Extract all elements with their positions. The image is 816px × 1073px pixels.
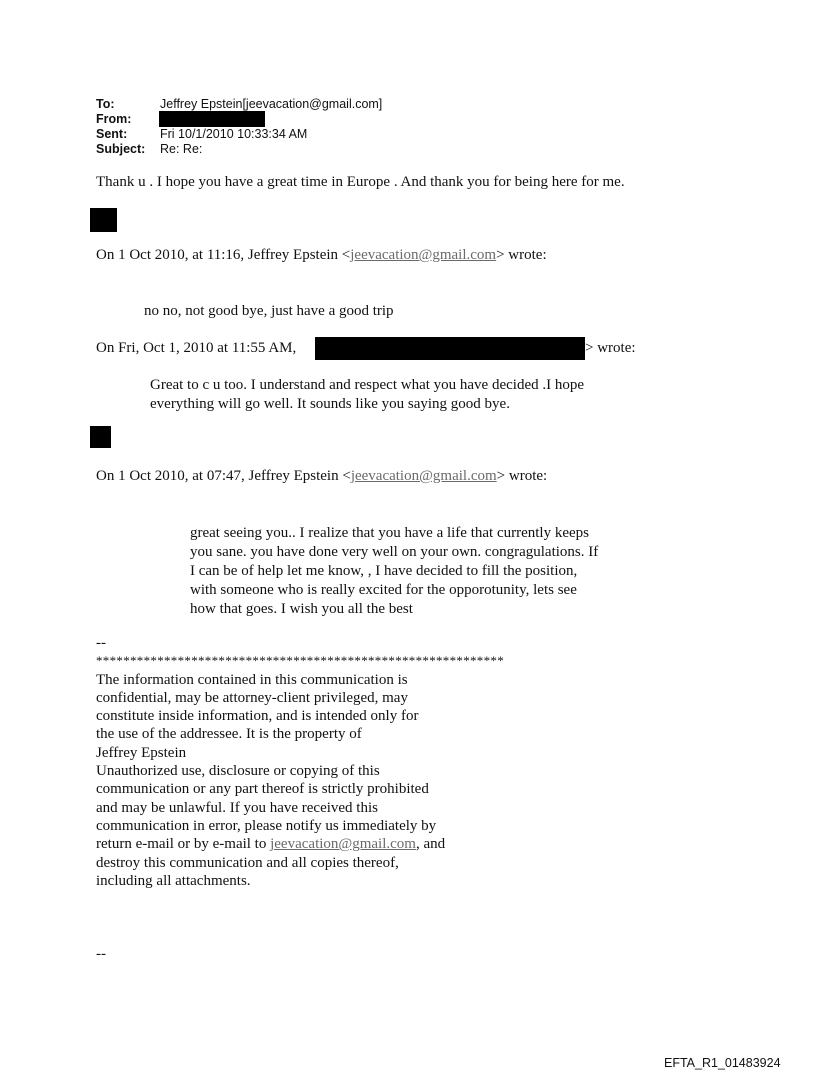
message-body: Thank u . I hope you have a great time in Europe . And thank you for being here for me.: [96, 174, 625, 190]
redaction-block: [159, 111, 265, 127]
email-link[interactable]: jeevacation@gmail.com: [350, 468, 497, 484]
text-line: I can be of help let me know, , I have decided to fill the position,: [190, 563, 578, 579]
closing-separator: --: [96, 946, 106, 962]
text-line: everything will go well. It sounds like you saying good bye.: [150, 396, 510, 412]
reply-text: no no, not good bye, just have a good trip: [144, 303, 394, 319]
subject-value: Re: Re:: [160, 142, 203, 156]
to-value: Jeffrey Epstein[jeevacation@gmail.com]: [160, 97, 383, 111]
quote-attribution: On 1 Oct 2010, at 07:47, Jeffrey Epstein <jeevacation@gmail.com> wrote:: [96, 468, 548, 484]
quote-attribution-prefix: On Fri, Oct 1, 2010 at 11:55 AM,: [96, 340, 297, 356]
signature-disclaimer: [96, 634, 504, 890]
text-line: destroy this communication and all copies thereof,: [96, 854, 399, 871]
redaction-block: [315, 337, 585, 360]
email-link[interactable]: jeevacation@gmail.com: [350, 247, 497, 263]
text-line: Jeffrey Epstein: [96, 744, 187, 761]
text-line: confidential, may be attorney-client privileged, may: [96, 689, 408, 706]
quoted-paragraph: [190, 524, 598, 619]
reply-paragraph: [150, 376, 584, 414]
to-label: To:: [96, 97, 115, 111]
subject-label: Subject:: [96, 142, 146, 156]
quote-attribution: On 1 Oct 2010, at 11:16, Jeffrey Epstein <jeevacation@gmail.com> wrote:: [96, 247, 547, 263]
text-line: Great to c u too. I understand and respect what you have decided .I hope: [150, 377, 585, 393]
separator: --: [96, 635, 106, 651]
redaction-block: [90, 208, 117, 232]
text-line: the use of the addressee. It is the property of: [96, 726, 362, 743]
redaction-block: [90, 426, 111, 448]
separator: ************************************************************: [96, 653, 504, 669]
text-line: including all attachments.: [96, 872, 251, 889]
text-line: return e-mail or by e-mail to jeevacation@gmail.com, and: [96, 836, 446, 853]
sent-label: Sent:: [96, 127, 128, 141]
text-line: Unauthorized use, disclosure or copying of this: [96, 763, 380, 780]
email-link[interactable]: jeevacation@gmail.com: [270, 836, 416, 853]
quote-attribution-suffix: > wrote:: [585, 340, 636, 356]
text-line: you sane. you have done very well on your own. congragulations. If: [190, 544, 599, 560]
document-id: EFTA_R1_01483924: [664, 1056, 781, 1070]
sent-value: Fri 10/1/2010 10:33:34 AM: [160, 127, 308, 141]
text-line: communication in error, please notify us immediately by: [96, 817, 437, 834]
text-line: constitute inside information, and is intended only for: [96, 708, 419, 725]
text-line: and may be unlawful. If you have received this: [96, 799, 378, 816]
text-line: The information contained in this communication is: [96, 671, 408, 688]
from-label: From:: [96, 112, 132, 126]
text-line: great seeing you.. I realize that you have a life that currently keeps: [190, 525, 589, 541]
text-line: with someone who is really excited for the opporotunity, lets see: [190, 582, 577, 598]
text-line: how that goes. I wish you all the best: [190, 601, 413, 617]
text-line: communication or any part thereof is strictly prohibited: [96, 781, 429, 798]
